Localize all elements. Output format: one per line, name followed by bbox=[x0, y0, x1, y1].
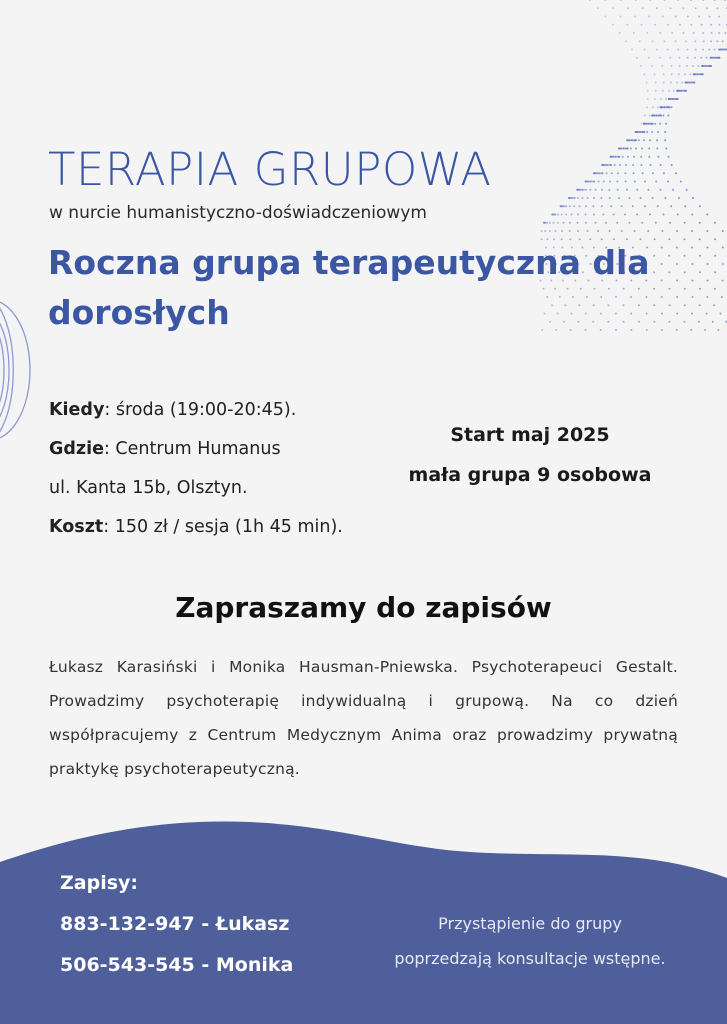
group-size: mała grupa 9 osobowa bbox=[408, 464, 652, 486]
when-label: Kiedy bbox=[49, 400, 105, 420]
phone-lukasz[interactable]: 883-132-947 - Łukasz bbox=[60, 913, 290, 935]
start-date: Start maj 2025 bbox=[450, 424, 610, 446]
consultation-note bbox=[360, 906, 700, 976]
note-line-2: poprzedzają konsultacje wstępne. bbox=[394, 949, 666, 968]
when-value: : środa (19:00-20:45). bbox=[104, 400, 297, 420]
phone-monika[interactable]: 506-543-545 - Monika bbox=[60, 954, 294, 976]
invite-heading: Zapraszamy do zapisów bbox=[175, 591, 552, 624]
subtitle: w nurcie humanistyczno-doświadczeniowym bbox=[49, 203, 427, 223]
note-line-1: Przystąpienie do grupy bbox=[438, 914, 622, 933]
contact-block bbox=[60, 872, 293, 995]
where-label: Gdzie bbox=[49, 439, 104, 459]
address-line: ul. Kanta 15b, Olsztyn. bbox=[49, 478, 248, 498]
headline: Roczna grupa terapeutyczna dla dorosłych bbox=[48, 243, 650, 332]
page-title: TERAPIA GRUPOWA bbox=[48, 143, 492, 196]
where-value: : Centrum Humanus bbox=[103, 439, 281, 459]
cost-label: Koszt bbox=[49, 517, 104, 537]
cost-value: : 150 zł / sesja (1h 45 min). bbox=[103, 517, 343, 537]
therapists-bio: Łukasz Karasiński i Monika Hausman-Pniewska. Psychoterapeuci Gestalt. Prowadzimy psychoterapię indywidualną i grupową. Na co dzień współpracujemy z Centrum Medycznym Anima oraz prowadzimy prywatną praktykę psychoterapeutyczną. bbox=[49, 658, 678, 778]
contact-label: Zapisy: bbox=[60, 872, 139, 894]
